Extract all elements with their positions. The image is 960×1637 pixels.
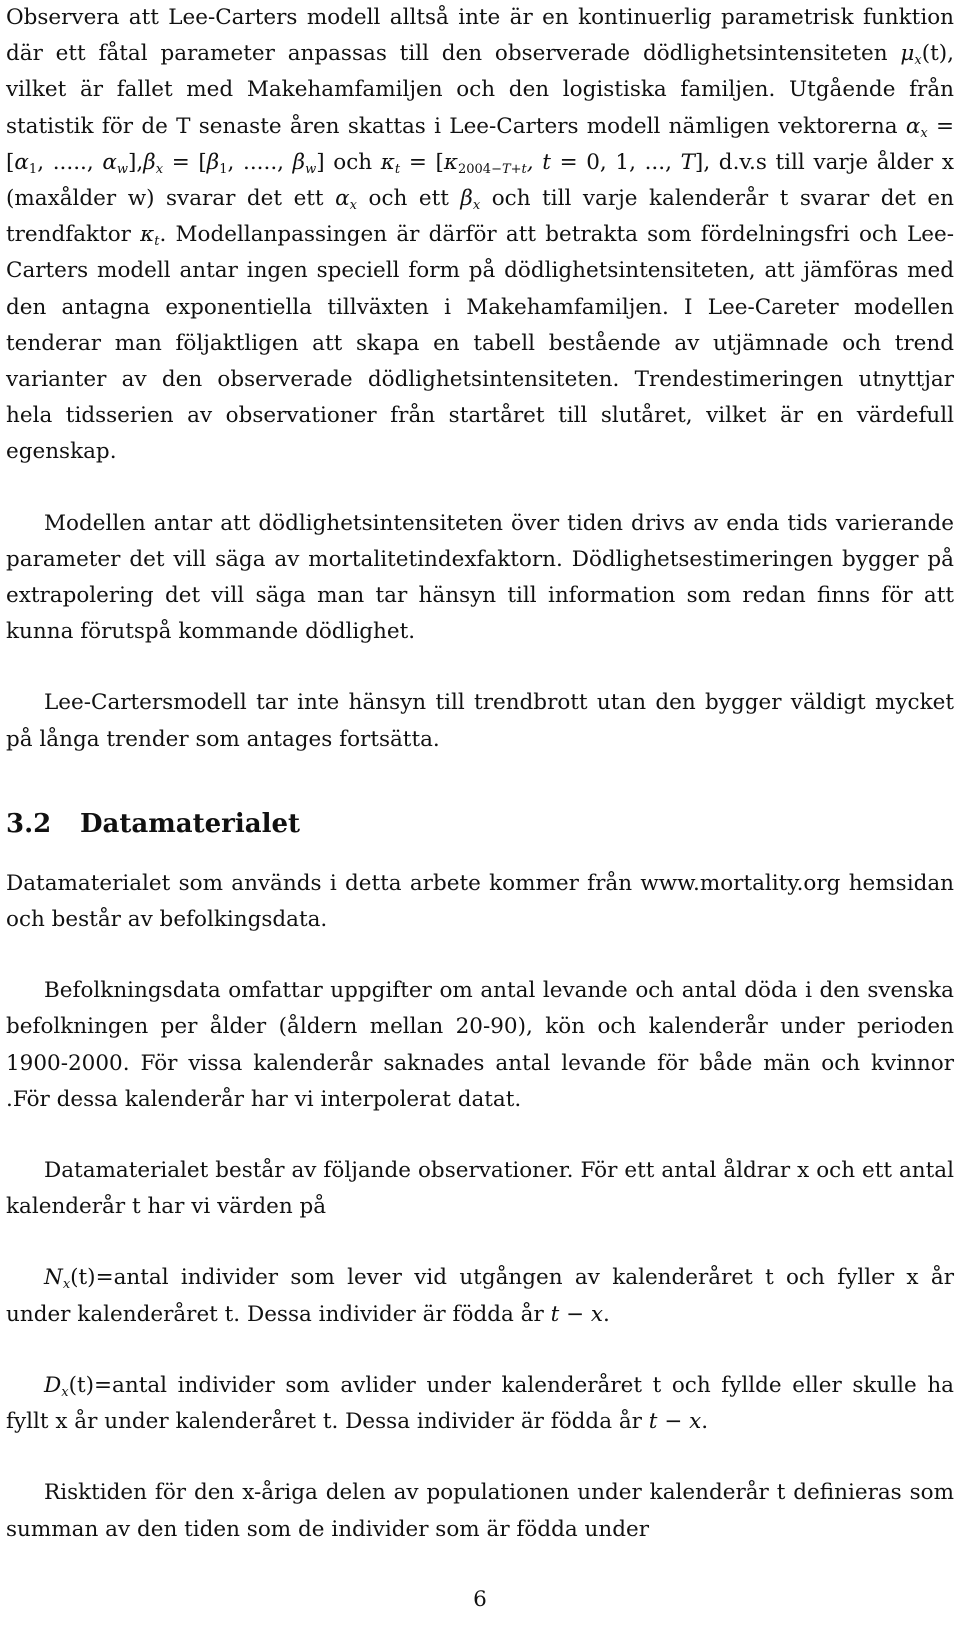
math-mu-x: $\mu_x$ [900, 41, 922, 69]
page-number: 6 [473, 1587, 487, 1612]
math-d-x: $D_x$ [44, 1372, 69, 1400]
paragraph-population-data: Befolkningsdata omfattar uppgifter om antal levande och antal döda i den svenska befolkningen per ålder (åldern mellan 20-90), kön och kalenderår under perioden 1900-2000. För vissa kalenderår saknades antal levande för både män och kvinnor .För dessa kalenderår har vi interpolerat datat. [6, 978, 954, 1112]
math-n-x: $N_x$ [44, 1265, 71, 1293]
paragraph-risk-time: Risktiden för den x-åriga delen av populationen under kalenderår t definieras som summan av den tiden som de individer som är födda under [6, 1480, 954, 1542]
math-beta-x: $\beta_x$ [460, 186, 481, 214]
math-beta-vector: $\beta_x = [\beta_1$, ....., $\beta_w$] [143, 149, 325, 177]
math-alpha-x: $\alpha_x$ [335, 186, 357, 214]
section-number: 3.2 [6, 808, 52, 839]
section-heading [6, 804, 954, 844]
paragraph-data-source: Datamaterialet som används i detta arbete kommer från www.mortality.org hemsidan och består av befolkingsdata. [6, 870, 954, 933]
paragraph-definition-n: $N_x(t)=antal$ individer som lever vid utgången av kalenderåret t och fyller x år under kalenderåret t. Dessa individer är födda år t − x. [6, 1265, 954, 1327]
paragraph-trend-breaks: Lee-Cartersmodell tar inte hänsyn till trendbrott utan den bygger väldigt mycket på långa trender som antages fortsätta. [6, 690, 954, 752]
math-alpha-vector: $\alpha_x = [\alpha_1$, ....., $\alpha_w$] [6, 113, 954, 177]
math-kappa-t: $\kappa_t$ [140, 222, 160, 250]
paragraph-lee-carter-model: Observera att Lee-Carters modell alltså inte är en kontinuerlig parametrisk funktion där ett fåtal parameter anpassas till den observerade dödlighetsintensiteten $\mu_x(t)$, vilket är fallet med Makehamfamiljen och den logistiska familjen. Utgående från statistik för de T senaste åren skattas i Lee-Carters modell nämligen vektorerna $\alpha_x = [\alpha_1$, ....., $\alpha_w],\beta_x = [\beta_1$, ....., $\beta_w$] och $\kappa_t = [\kappa_{2004-T+t}$, t = 0, 1, ..., T], d.v.s till varje ålder x (maxålder w) svarar det ett $\alpha_x$ och ett $\beta_x$ och till varje kalenderår t svarar det en trendfaktor $\kappa_t$. Modellanpassingen är därför att betrakta som fördelningsfri och Lee-Carters modell antar ingen speciell form på dödlighetsintensiteten, att jämföras med den antagna exponentiella tillväxten i Makehamfamiljen. I Lee-Careter modellen tenderar man följaktligen att skapa en tabell bestående av utjämnade och trend varianter av den observerade dödlighetsintensiteten. Trendestimeringen utnyttjar hela tidsserien av observationer från startåret till slutåret, vilket är en värdefull egenskap. [6, 5, 954, 465]
math-kappa-vector: $\kappa_t = [\kappa_{2004-T+t}$, t = 0, 1, ..., T] [380, 149, 704, 177]
paragraph-observations: Datamaterialet består av följande observationer. För ett antal åldrar x och ett antal kalenderår t har vi värden på [6, 1158, 954, 1220]
document-page [6, 0, 954, 1637]
section-title: Datamaterialet [80, 808, 301, 839]
paragraph-model-assumption: Modellen antar att dödlighetsintensiteten över tiden drivs av enda tids varierande parameter det vill säga av mortalitetindexfaktorn. Dödlighetsestimeringen bygger på extrapolering det vill säga man tar hänsyn till information som redan finns för att kunna förutspå kommande dödlighet. [6, 510, 954, 645]
paragraph-definition-d: $D_x(t)=antal$ individer som avlider under kalenderåret t och fyllde eller skulle ha fyllt x år under kalenderåret t. Dessa individer är födda år t − x. [6, 1372, 954, 1435]
